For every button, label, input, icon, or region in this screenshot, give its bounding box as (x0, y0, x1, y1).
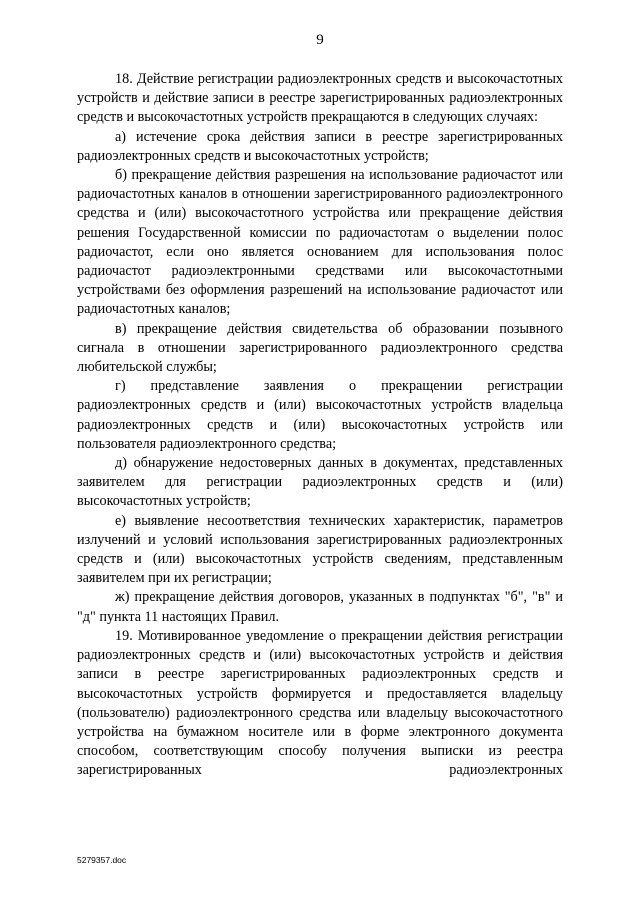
paragraph-18-a: а) истечение срока действия записи в реестре зарегистрированных радиоэлектронных средств и высокочастотных устройств; (77, 128, 563, 164)
paragraph-18-e: е) выявление несоответствия технических характеристик, параметров излучений и условий использования зарегистрированных радиоэлектронных средств и (или) высокочастотных устройств сведениям, представленным заявителем при их регистрации; (77, 512, 563, 587)
paragraph-18: 18. Действие регистрации радиоэлектронных средств и высокочастотных устройств и действие записи в реестре зарегистрированных радиоэлектронных средств и высокочастотных устройств прекращаются в следующих случаях: (77, 71, 563, 126)
paragraph-18-zh: ж) прекращение действия договоров, указанных в подпунктах "б", "в" и "д" пункта 11 настоящих Правил. (77, 589, 563, 625)
page-number: 9 (316, 32, 324, 48)
document-body (77, 70, 563, 781)
footer-document-code: 5279357.doc (77, 855, 127, 865)
paragraph-18-d: д) обнаружение недостоверных данных в документах, представленных заявителем для регистрации радиоэлектронных средств и (или) высокочастотных устройств; (77, 455, 563, 510)
paragraph-18-b: б) прекращение действия разрешения на использование радиочастот или радиочастотных каналов в отношении зарегистрированного радиоэлектронного средства и (или) высокочастотного устройства или прекращение действия решения Государственной комиссии по радиочастотам о выделении полос радиочастот, если оно является основанием для использования полос радиочастот радиоэлектронными средствами или высокочастотными устройствами без оформления разрешений на использование радиочастот или радиочастотных каналов; (77, 167, 563, 318)
paragraph-18-g: г) представление заявления о прекращении регистрации радиоэлектронных средств и (или) высокочастотных устройств владельца радиоэлектронных средств и (или) высокочастотных устройств или пользователя радиоэлектронного средства; (77, 378, 563, 452)
paragraph-19: 19. Мотивированное уведомление о прекращении действия регистрации радиоэлектронных средств и (или) высокочастотных устройств и действия записи в реестре зарегистрированных радиоэлектронных средств и высокочастотных устройств формируется и предоставляется владельцу (пользователю) радиоэлектронного средства или владельцу высокочастотного устройства на бумажном носителе или в форме электронного документа способом, соответствующим способу получения выписки из реестра зарегистрированных радиоэлектронных (77, 627, 563, 779)
paragraph-18-v: в) прекращение действия свидетельства об образовании позывного сигнала в отношении зарегистрированного радиоэлектронного средства любительской службы; (77, 320, 563, 376)
